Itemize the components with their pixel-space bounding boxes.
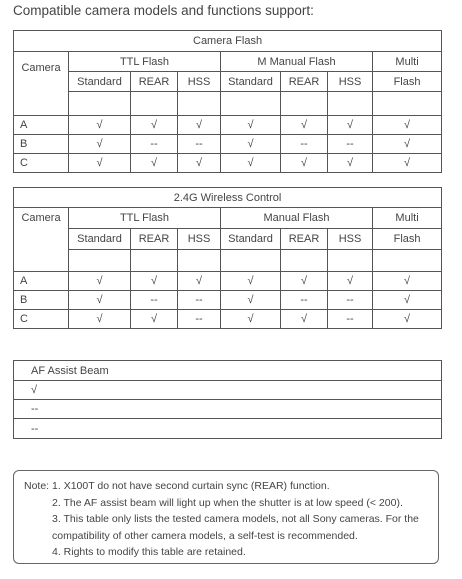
table-cell: √	[221, 291, 281, 310]
table-cell: √	[131, 310, 178, 329]
group-header-manual: Manual Flash	[221, 208, 373, 229]
af-beam-header: AF Assist Beam	[14, 361, 442, 381]
table-title: Camera Flash	[14, 31, 442, 52]
table-cell: √	[69, 116, 131, 135]
group-header-multi: Multi	[373, 52, 442, 72]
table-cell: --	[14, 400, 442, 419]
sub-header: HSS	[178, 72, 221, 92]
note-line: 4. Rights to modify this table are retained.	[52, 546, 246, 558]
table-title: 2.4G Wireless Control	[14, 188, 442, 208]
table-cell: --	[131, 135, 178, 154]
table-cell: √	[178, 154, 221, 173]
table-cell: √	[69, 272, 131, 291]
note-line: compatibility of other camera models, a self-test is recommended.	[52, 529, 358, 542]
row-camera-label: B	[14, 291, 69, 310]
table-cell: √	[281, 154, 328, 173]
camera-column-header: Camera	[14, 208, 69, 272]
table-cell: √	[281, 272, 328, 291]
sub-header: HSS	[178, 229, 221, 250]
table-cell: √	[328, 154, 373, 173]
sub-header: Standard	[69, 72, 131, 92]
af-assist-table	[13, 360, 442, 439]
wireless-control-table	[13, 187, 442, 329]
table-cell: --	[328, 135, 373, 154]
sub-header: HSS	[328, 229, 373, 250]
group-header-manual: M Manual Flash	[221, 52, 373, 72]
row-camera-label: C	[14, 310, 69, 329]
table-cell: √	[328, 272, 373, 291]
sub-header-multi: Flash	[373, 229, 442, 250]
table-cell: --	[281, 291, 328, 310]
table-cell: --	[328, 291, 373, 310]
table-cell: √	[14, 381, 442, 400]
table-cell: √	[131, 154, 178, 173]
table-cell: --	[131, 291, 178, 310]
table-cell: --	[14, 419, 442, 439]
table-cell: √	[281, 310, 328, 329]
table-cell: √	[281, 116, 328, 135]
note-line: 2. The AF assist beam will light up when the shutter is at low speed (< 200).	[52, 496, 403, 509]
table-cell: √	[221, 135, 281, 154]
sub-header: HSS	[328, 72, 373, 92]
table-cell: √	[69, 154, 131, 173]
table-cell: --	[281, 135, 328, 154]
table-cell: √	[373, 272, 442, 291]
sub-header: Standard	[221, 72, 281, 92]
table-cell: --	[178, 135, 221, 154]
table-cell: √	[178, 272, 221, 291]
table-cell: √	[373, 310, 442, 329]
table-cell: √	[373, 291, 442, 310]
group-header-ttl: TTL Flash	[69, 52, 221, 72]
table-cell: √	[221, 116, 281, 135]
row-camera-label: A	[14, 116, 69, 135]
sub-header-multi: Flash	[373, 72, 442, 92]
sub-header: Standard	[221, 229, 281, 250]
note-line: Note: 1. X100T do not have second curtain sync (REAR) function.	[24, 480, 330, 492]
table-cell: √	[69, 310, 131, 329]
note-box	[13, 470, 439, 564]
table-cell: √	[328, 116, 373, 135]
sub-header: REAR	[281, 229, 328, 250]
sub-header: Standard	[69, 229, 131, 250]
table-cell: √	[69, 291, 131, 310]
table-cell: --	[178, 310, 221, 329]
page-heading: Compatible camera models and functions support:	[13, 3, 314, 18]
sub-header: REAR	[131, 229, 178, 250]
group-header-multi: Multi	[373, 208, 442, 229]
table-cell: √	[178, 116, 221, 135]
table-cell: √	[373, 116, 442, 135]
table-cell: √	[373, 135, 442, 154]
table-cell: --	[328, 310, 373, 329]
group-header-ttl: TTL Flash	[69, 208, 221, 229]
camera-column-header: Camera	[14, 52, 69, 116]
sub-header: REAR	[131, 72, 178, 92]
row-camera-label: B	[14, 135, 69, 154]
table-cell: √	[131, 272, 178, 291]
row-camera-label: C	[14, 154, 69, 173]
row-camera-label: A	[14, 272, 69, 291]
note-line: 3. This table only lists the tested camera models, not all Sony cameras. For the	[52, 513, 419, 525]
sub-header: REAR	[281, 72, 328, 92]
table-cell: √	[69, 135, 131, 154]
table-cell: √	[373, 154, 442, 173]
camera-flash-table	[13, 30, 442, 173]
table-cell: √	[131, 116, 178, 135]
table-cell: √	[221, 154, 281, 173]
table-cell: √	[221, 272, 281, 291]
table-cell: --	[178, 291, 221, 310]
table-cell: √	[221, 310, 281, 329]
